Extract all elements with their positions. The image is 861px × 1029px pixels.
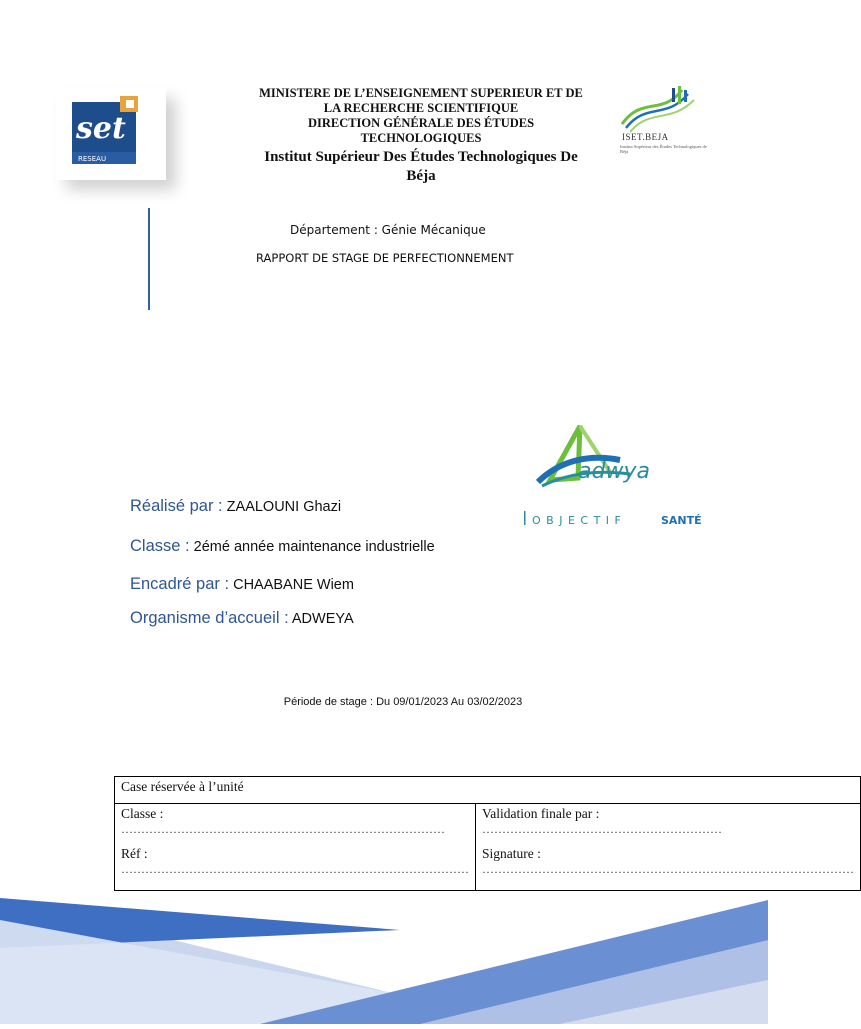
info-label: Classe : [130, 537, 190, 555]
info-value: ADWEYA [288, 611, 354, 627]
ref-label: Réf : [121, 846, 148, 861]
ministry-line: LA RECHERCHE SCIENTIFIQUE [323, 101, 519, 115]
iset-beja-logo-text: ISET.BEJA [622, 132, 669, 142]
info-organisme [130, 609, 354, 628]
info-value: 2émé année maintenance industrielle [189, 539, 435, 555]
classe-dots: ……………………………………………………………………… [121, 822, 445, 836]
info-encadre [130, 575, 354, 594]
ministry-line: MINISTERE DE L’ENSEIGNEMENT SUPERIEUR ET DE [259, 86, 583, 100]
ministry-line: TECHNOLOGIQUES [360, 131, 482, 145]
ministry-line: DIRECTION GÉNÉRALE DES ÉTUDES [307, 116, 535, 130]
iset-reseau-logo [56, 88, 166, 180]
left-cell [115, 804, 476, 891]
info-classe [130, 537, 435, 556]
info-label: Organisme d’accueil : [130, 609, 289, 627]
signature-dots: ………………………………………………………………………………… [482, 862, 854, 876]
table-header: Case réservée à l’unité [121, 779, 244, 794]
svg-text:RESEAU: RESEAU [78, 155, 107, 163]
validation-label: Validation finale par : [482, 806, 600, 821]
ministry-header [236, 86, 606, 146]
validation-dots: …………………………………………………… [482, 822, 722, 836]
table-header-cell [115, 777, 861, 804]
info-label: Réalisé par : [130, 497, 223, 515]
iset-beja-logo-subtext: Institut Supérieur des Études Technologiques de Béja [620, 144, 707, 154]
classe-label: Classe : [121, 806, 164, 821]
svg-text:adwya: adwya [578, 459, 650, 484]
institute-line: Institut Supérieur Des Études Technologiques De [264, 149, 578, 165]
reserved-box-table [114, 776, 861, 891]
info-value: ZAALOUNI Ghazi [222, 499, 342, 515]
svg-text:SANTÉ: SANTÉ [661, 514, 702, 527]
department-label: Département : Génie Mécanique [290, 223, 486, 237]
right-cell [476, 804, 861, 891]
report-title: RAPPORT DE STAGE DE PERFECTIONNEMENT [256, 251, 514, 265]
adwya-logo [520, 420, 710, 530]
svg-text:OBJECTIF: OBJECTIF [532, 514, 627, 527]
info-realise [130, 497, 341, 516]
signature-label: Signature : [482, 846, 541, 861]
footer-decoration [0, 880, 768, 1024]
ref-dots: …………………………………………………………………………… [121, 862, 469, 876]
institute-line: Béja [406, 168, 436, 184]
accent-bar [148, 208, 150, 310]
info-label: Encadré par : [130, 575, 230, 593]
institute-name [236, 148, 606, 186]
info-value: CHAABANE Wiem [229, 577, 354, 593]
svg-text:set: set [76, 111, 126, 146]
internship-period: Période de stage : Du 09/01/2023 Au 03/02/2023 [283, 696, 523, 708]
